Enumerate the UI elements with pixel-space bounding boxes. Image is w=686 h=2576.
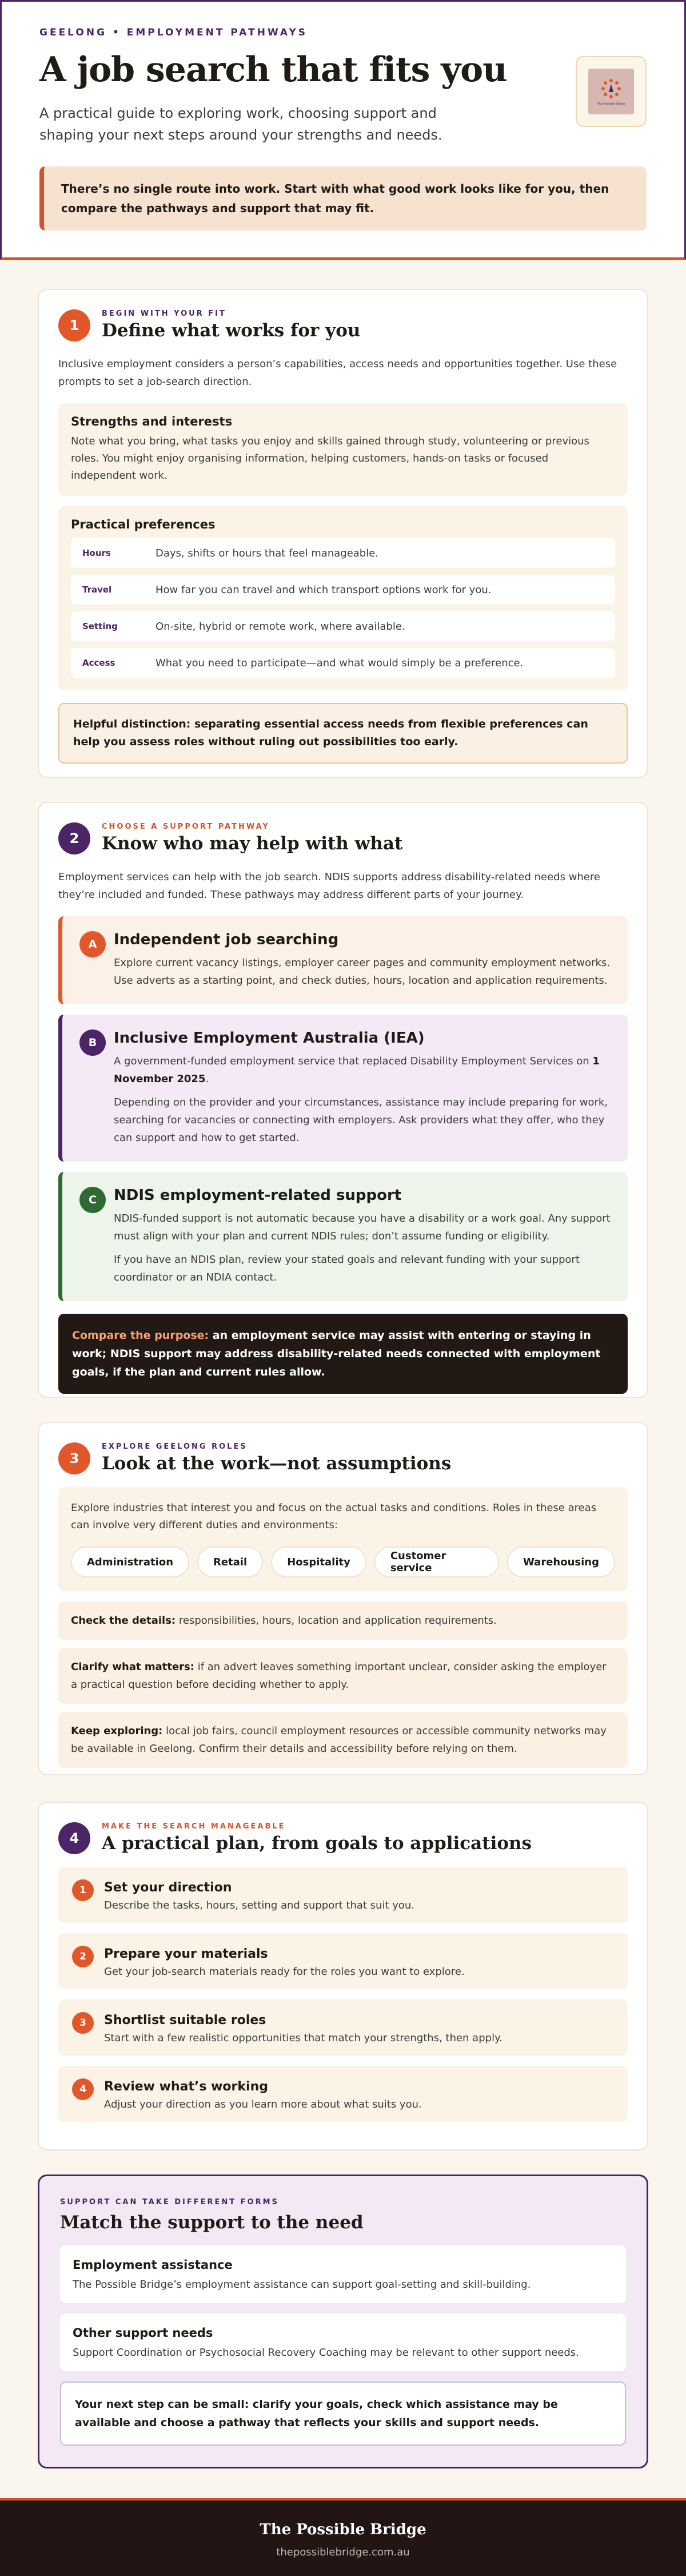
section-number: 1 xyxy=(58,309,90,341)
section-eyebrow: MAKE THE SEARCH MANAGEABLE xyxy=(102,1822,286,1831)
section-number: 4 xyxy=(58,1822,90,1854)
compare-text: an employment service may assist with entering or staying in work; NDIS support may address disability-related needs connected with employment goals, if the plan and current rules allow. xyxy=(72,1329,601,1378)
preference-label: Access xyxy=(82,658,115,668)
preferences-title: Practical preferences xyxy=(71,518,216,531)
preference-label: Setting xyxy=(82,621,118,631)
tip-clarify: Clarify what matters: if an advert leaves something important unclear, consider asking the employer a practical question before deciding whether to apply. xyxy=(58,1648,628,1704)
section-eyebrow: CHOOSE A SUPPORT PATHWAY xyxy=(102,822,270,831)
tip-check-details: Check the details: responsibilities, hours, location and application requirements. xyxy=(58,1601,628,1640)
step-number: 3 xyxy=(72,2012,94,2034)
section-define-fit xyxy=(38,289,648,778)
support-item-text: Support Coordination or Psychosocial Recovery Coaching may be relevant to other support needs. xyxy=(73,2347,579,2359)
compare-purpose-note xyxy=(58,1314,628,1394)
industry-chip: Customer service xyxy=(374,1547,499,1577)
section-support-pathway xyxy=(38,802,648,1398)
logo-image xyxy=(588,69,634,114)
section-number: 2 xyxy=(58,822,90,854)
section-intro: Employment services can help with the job search. NDIS supports address disability-related needs where they’re included and funded. These pathways may address different parts of your journey. xyxy=(58,871,600,901)
step-text: Start with a few realistic opportunities that match your strengths, then apply. xyxy=(104,2032,502,2044)
step-text: Adjust your direction as you learn more about what suits you. xyxy=(104,2098,422,2110)
pathway-text: Explore current vacancy listings, employer career pages and community employment networks. Use adverts as a starting point, and check duties, hours, location and application requirements. xyxy=(114,957,610,987)
preference-row xyxy=(71,648,615,678)
pathway-text: Depending on the provider and your circumstances, assistance may include preparing for work, searching for vacancies or connecting with employers. Ask providers what they offer, who they can support and how to get started. xyxy=(114,1096,608,1144)
page-title: A job search that fits you xyxy=(39,50,507,90)
logo xyxy=(576,56,647,127)
pathway-independent xyxy=(58,916,628,1004)
preference-label: Travel xyxy=(82,585,112,595)
logo-mark-icon xyxy=(600,77,623,100)
section-practical-plan xyxy=(38,1802,648,2150)
preference-text: On-site, hybrid or remote work, where available. xyxy=(155,620,405,633)
section-title: Look at the work—not assumptions xyxy=(102,1453,452,1474)
section-eyebrow: BEGIN WITH YOUR FIT xyxy=(102,309,226,318)
section-intro: Inclusive employment considers a person’s capabilities, access needs and opportunities together. Use these prompts to set a job-search direction. xyxy=(58,358,617,388)
industries-panel xyxy=(58,1487,628,1591)
section-title: Know who may help with what xyxy=(102,833,403,854)
plan-step xyxy=(58,1933,628,1989)
preference-row xyxy=(71,575,615,605)
pathway-title: Independent job searching xyxy=(114,931,339,948)
preference-row xyxy=(71,611,615,641)
footer-url[interactable]: thepossiblebridge.com.au xyxy=(276,2546,410,2558)
pathway-text: If you have an NDIS plan, review your stated goals and relevant funding with your support coordinator or an NDIA contact. xyxy=(114,1254,580,1283)
tip-keep-exploring: Keep exploring: local job fairs, council employment resources or accessible community networks may be available in Geelong. Confirm their details and accessibility before relying on them. xyxy=(58,1712,628,1768)
header-kicker: GEELONG • EMPLOYMENT PATHWAYS xyxy=(39,27,308,38)
pathway-text: NDIS-funded support is not automatic because you have a disability or a work goal. Any support must align with your plan and current NDIS rules; don’t assume funding or eligibility. xyxy=(114,1213,611,1242)
step-title: Set your direction xyxy=(104,1881,232,1895)
step-number: 2 xyxy=(72,1946,94,1967)
section-title: A practical plan, from goals to applications xyxy=(102,1833,532,1854)
pathway-badge: A xyxy=(79,931,106,957)
support-item-other xyxy=(60,2313,626,2371)
section-title: Define what works for you xyxy=(102,320,361,341)
preference-row xyxy=(71,538,615,568)
preference-text: What you need to participate—and what would simply be a preference. xyxy=(155,657,524,669)
industry-chip: Administration xyxy=(71,1547,189,1577)
support-item-text: The Possible Bridge’s employment assistance can support goal-setting and skill-building. xyxy=(73,2279,531,2291)
industry-chip: Retail xyxy=(197,1547,263,1577)
step-title: Review what’s working xyxy=(104,2080,268,2094)
step-number: 1 xyxy=(72,1879,94,1901)
section-number: 3 xyxy=(58,1442,90,1474)
pathway-badge: C xyxy=(79,1187,106,1213)
plan-step xyxy=(58,1999,628,2056)
intro-callout: There’s no single route into work. Start with what good work looks like for you, then compare the pathways and support that may fit. xyxy=(39,166,647,230)
compare-label: Compare the purpose: xyxy=(72,1329,209,1342)
strengths-text: Note what you bring, what tasks you enjoy and skills gained through study, volunteering or previous roles. You might enjoy organising information, helping customers, hands-on tasks or focused independent work. xyxy=(71,435,589,482)
step-text: Get your job-search materials ready for the roles you want to explore. xyxy=(104,1966,465,1978)
page-footer xyxy=(0,2498,686,2576)
page-header xyxy=(0,0,686,260)
pathway-text: A government-funded employment service that replaced Disability Employment Services on 1 November 2025. xyxy=(114,1055,600,1085)
header-lead: A practical guide to exploring work, choosing support and shaping your next steps around your strengths and needs. xyxy=(39,105,442,143)
strengths-title: Strengths and interests xyxy=(71,415,233,428)
pathway-title: NDIS employment-related support xyxy=(114,1187,402,1204)
date-highlight: 1 November 2025 xyxy=(114,1055,600,1085)
support-item-title: Employment assistance xyxy=(73,2258,233,2272)
industry-chip: Hospitality xyxy=(271,1547,366,1577)
pathway-ndis xyxy=(58,1172,628,1301)
next-step-note: Your next step can be small: clarify your goals, check which assistance may be available and choose a pathway that reflects your skills and support needs. xyxy=(60,2382,626,2446)
industries-text: Explore industries that interest you and focus on the actual tasks and conditions. Roles in these areas can involve very different duties and environments: xyxy=(71,1502,597,1531)
preferences-panel xyxy=(58,506,628,690)
step-text: Describe the tasks, hours, setting and support that suit you. xyxy=(104,1899,415,1911)
footer-brand: The Possible Bridge xyxy=(260,2521,426,2538)
support-title: Match the support to the need xyxy=(60,2212,364,2233)
industry-chips xyxy=(71,1547,615,1577)
distinction-note: Helpful distinction: separating essential access needs from flexible preferences can help you assess roles without ruling out possibilities too early. xyxy=(58,703,628,764)
pathway-iea xyxy=(58,1015,628,1162)
preference-label: Hours xyxy=(82,548,111,558)
support-match-panel xyxy=(38,2175,648,2468)
logo-wordmark: The Possible Bridge xyxy=(597,102,625,106)
plan-step xyxy=(58,1867,628,1923)
pathway-title: Inclusive Employment Australia (IEA) xyxy=(114,1029,425,1047)
section-eyebrow: EXPLORE GEELONG ROLES xyxy=(102,1442,248,1451)
step-title: Shortlist suitable roles xyxy=(104,2013,266,2028)
pathway-badge: B xyxy=(79,1029,106,1056)
support-item-title: Other support needs xyxy=(73,2326,213,2340)
support-eyebrow: SUPPORT CAN TAKE DIFFERENT FORMS xyxy=(60,2198,279,2207)
industry-chip: Warehousing xyxy=(507,1547,615,1577)
step-title: Prepare your materials xyxy=(104,1947,268,1961)
support-item-employment xyxy=(60,2245,626,2303)
preference-text: Days, shifts or hours that feel manageable. xyxy=(155,547,379,559)
section-explore-roles xyxy=(38,1422,648,1775)
preference-text: How far you can travel and which transport options work for you. xyxy=(155,583,492,596)
strengths-panel xyxy=(58,403,628,496)
plan-step xyxy=(58,2066,628,2122)
step-number: 4 xyxy=(72,2078,94,2100)
